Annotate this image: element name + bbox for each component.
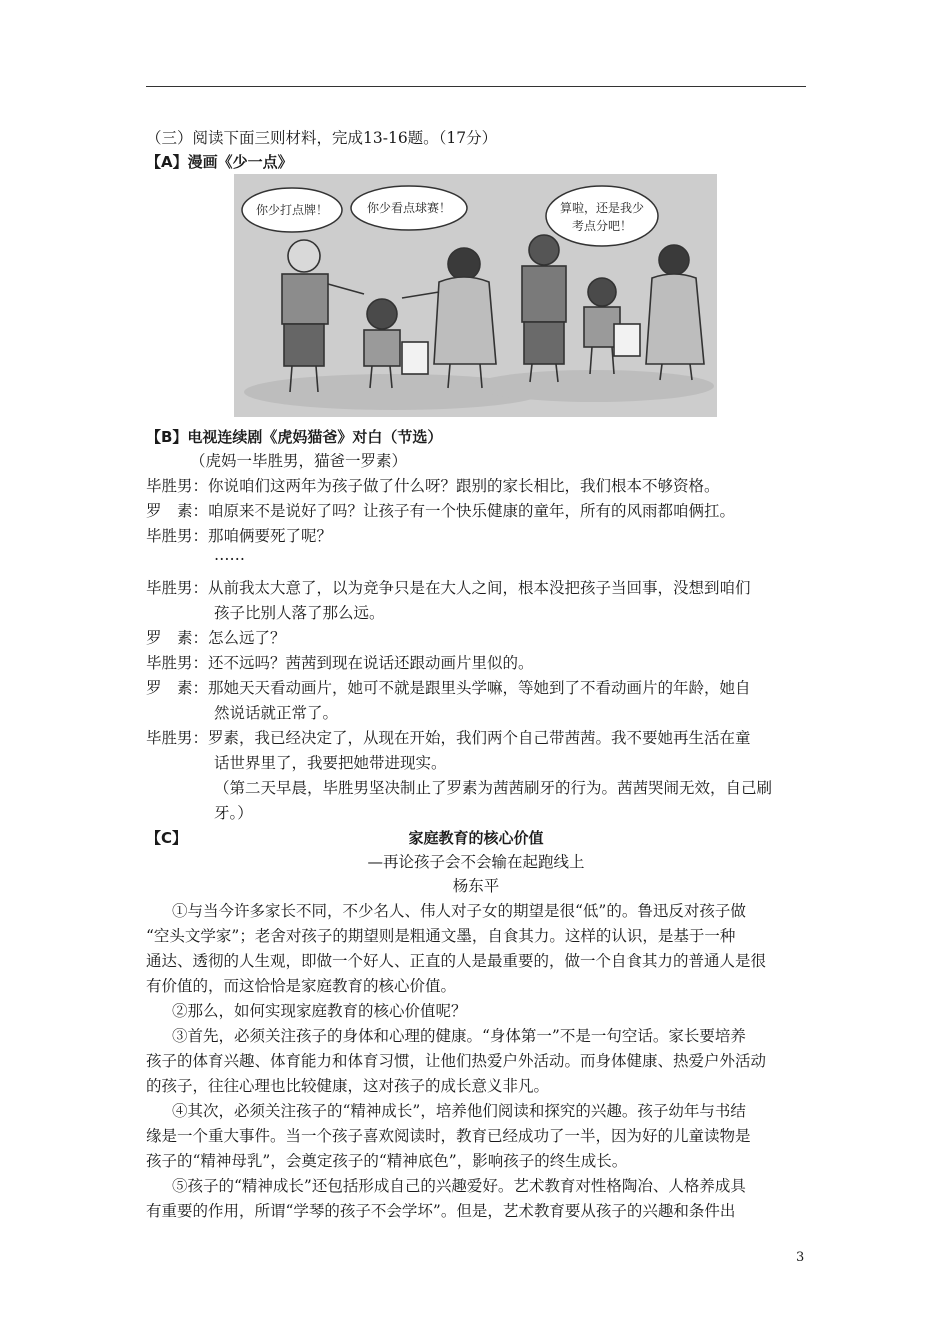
essay-line: 通达、透彻的人生观，即做一个好人、正直的人是最重要的，做一个自食其力的普通人是很	[146, 952, 767, 970]
essay-line: ①与当今许多家长不同，不少名人、伟人对子女的期望是很“低”的。鲁迅反对孩子做	[172, 902, 746, 920]
essay-line: 有重要的作用，所谓“学琴的孩子不会学坏”。但是，艺术教育要从孩子的兴趣和条件出	[146, 1202, 736, 1220]
dialogue-line: 孩子比别人落了那么远。	[214, 604, 385, 622]
part-b-cast: （虎妈一毕胜男，猫爸一罗素）	[190, 452, 408, 470]
essay-line: ②那么，如何实现家庭教育的核心价值呢？	[172, 1002, 467, 1020]
part-c-subtitle: —再论孩子会不会输在起跑线上	[367, 853, 585, 871]
essay-line: ③首先，必须关注孩子的身体和心理的健康。“身体第一”不是一句空话。家长要培养	[172, 1027, 746, 1045]
part-a-title: 【A】漫画《少一点》	[146, 153, 293, 171]
comic-illustration	[234, 174, 717, 417]
dialogue-line: 罗 素：咱原来不是说好了吗？让孩子有一个快乐健康的童年，所有的风雨都咱俩扛。	[146, 502, 736, 520]
dialogue-ellipsis: ……	[214, 546, 245, 564]
essay-line: 缘是一个重大事件。当一个孩子喜欢阅读时，教育已经成功了一半，因为好的儿童读物是	[146, 1127, 751, 1145]
bubble-child-line2: 考点分吧！	[571, 219, 633, 233]
essay-line: ⑤孩子的“精神成长”还包括形成自己的兴趣爱好。艺术教育对性格陶冶、人格养成具	[172, 1177, 746, 1195]
dialogue-line: 毕胜男：从前我太大意了，以为竞争只是在大人之间，根本没把孩子当回事，没想到咱们	[146, 579, 751, 597]
dialogue-line: 然说话就正常了。	[214, 704, 339, 722]
header-rule	[146, 86, 806, 87]
bubble-child-line1: 算啦，还是我少	[559, 201, 645, 215]
dialogue-line: 毕胜男：罗素，我已经决定了，从现在开始，我们两个自己带茜茜。我不要她再生活在童	[146, 729, 751, 747]
part-c-author: 杨东平	[452, 877, 500, 895]
essay-line: 的孩子，往往心理也比较健康，这对孩子的成长意义非凡。	[146, 1077, 550, 1095]
dialogue-line: 毕胜男：还不远吗？茜茜到现在说话还跟动画片里似的。	[146, 654, 534, 672]
dialogue-line: 毕胜男：你说咱们这两年为孩子做了什么呀？跟别的家长相比，我们根本不够资格。	[146, 477, 720, 495]
dialogue-line: 毕胜男：那咱俩要死了呢？	[146, 527, 333, 545]
dialogue-line: 罗 素：那她天天看动画片，她可不就是跟里头学嘛，等她到了不看动画片的年龄，她自	[146, 679, 751, 697]
part-c-label: 【C】	[146, 829, 188, 847]
dialogue-line: 罗 素：怎么远了？	[146, 629, 286, 647]
stage-direction: （第二天早晨，毕胜男坚决制止了罗素为茜茜刷牙的行为。茜茜哭闹无效，自己刷	[214, 779, 773, 797]
bubble-father: 你少打点牌！	[255, 203, 329, 217]
essay-line: 有价值的，而这恰恰是家庭教育的核心价值。	[146, 977, 457, 995]
essay-line: “空头文学家”；老舍对孩子的期望则是粗通文墨，自食其力。这样的认识，是基于一种	[146, 927, 736, 945]
page-number: 3	[796, 1250, 805, 1265]
stage-direction: 牙。）	[214, 804, 253, 822]
section-intro: （三）阅读下面三则材料，完成13-16题。（17分）	[146, 129, 498, 147]
part-b-title: 【B】电视连续剧《虎妈猫爸》对白（节选）	[146, 428, 443, 446]
essay-line: 孩子的体育兴趣、体育能力和体育习惯，让他们热爱户外活动。而身体健康、热爱户外活动	[146, 1052, 767, 1070]
essay-line: ④其次，必须关注孩子的“精神成长”，培养他们阅读和探究的兴趣。孩子幼年与书结	[172, 1102, 746, 1120]
dialogue-line: 话世界里了，我要把她带进现实。	[214, 754, 447, 772]
essay-line: 孩子的“精神母乳”，会奠定孩子的“精神底色”，影响孩子的终生成长。	[146, 1152, 628, 1170]
bubble-mother: 你少看点球赛！	[366, 201, 452, 215]
part-c-title: 家庭教育的核心价值	[408, 829, 544, 847]
